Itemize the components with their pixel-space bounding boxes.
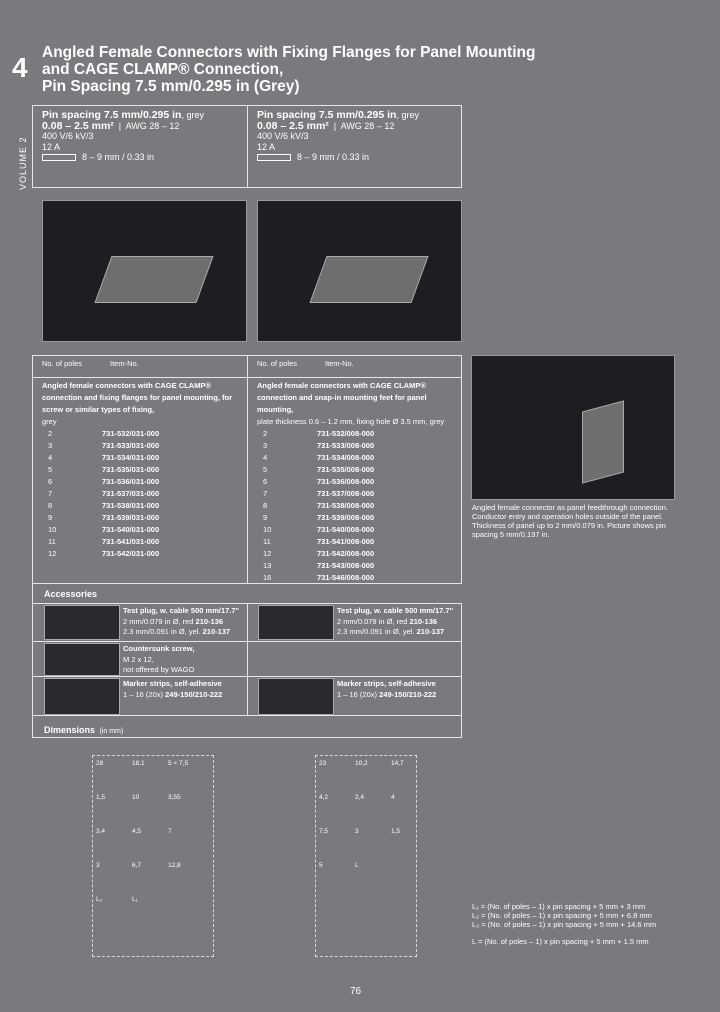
dimension-label: 10: [132, 794, 140, 801]
pole-count: 8: [263, 501, 268, 510]
dimension-label: 18,1: [132, 760, 145, 767]
item-number: 731-537/031-000: [102, 489, 160, 498]
pole-count: 16: [263, 573, 272, 582]
dimension-label: 3: [355, 828, 359, 835]
right-item-list: [257, 428, 457, 584]
pole-count: 9: [48, 513, 53, 522]
left-dimension-labels: [96, 760, 208, 950]
table-row: [42, 524, 242, 536]
table-row: [257, 524, 457, 536]
pole-count: 10: [263, 525, 272, 534]
dimension-label: 3,4: [96, 828, 106, 835]
dimension-label: 3,55: [168, 794, 181, 801]
pole-count: 12: [263, 549, 272, 558]
col-poles-right: No. of poles: [257, 359, 298, 368]
product-photo-flange: [42, 200, 247, 342]
marker-strip-thumbnail: [44, 678, 120, 715]
table-row: [257, 428, 457, 440]
item-number: 731-541/031-000: [102, 537, 160, 546]
dimension-label: 6,7: [132, 862, 142, 869]
item-number: 731-535/031-000: [102, 465, 160, 474]
pole-count: 13: [263, 561, 272, 570]
item-number: 731-539/008-000: [317, 513, 375, 522]
item-number: 731-543/008-000: [317, 561, 375, 570]
dimensions-title: Dimensions (in mm): [44, 725, 124, 735]
formula-l1: L₁ = (No. of poles – 1) x pin spacing + 5 mm + 3 mm: [472, 902, 646, 911]
table-row: [42, 476, 242, 488]
item-number: 731-534/031-000: [102, 453, 160, 462]
product-photo-snap-in: [257, 200, 462, 342]
table-row: [257, 572, 457, 584]
spec-left: Pin spacing 7.5 mm/0.295 in, grey 0.08 – 2.5 mm² | AWG 28 – 12 400 V/6 kV/3 12 A 8 – 9 mm / 0.33 in: [42, 109, 205, 162]
dimension-label: 1,5: [391, 828, 401, 835]
dimension-label: L: [355, 862, 359, 869]
dimension-label: 23: [319, 760, 327, 767]
col-poles-left: No. of poles: [42, 359, 83, 368]
dimension-label: L₂: [96, 896, 103, 903]
formula-l: L = (No. of poles – 1) x pin spacing + 5 mm + 1.5 mm: [472, 937, 649, 946]
strip-icon: [257, 154, 291, 161]
test-plug-thumbnail: [44, 605, 120, 640]
formula-l2: L₂ = (No. of poles – 1) x pin spacing + 5 mm + 6.8 mm: [472, 911, 652, 920]
pole-count: 11: [48, 537, 56, 546]
left-table-color: grey: [42, 417, 57, 426]
chapter-number: 4: [12, 52, 28, 83]
test-plug-thumbnail: [258, 605, 334, 640]
item-number: 731-546/008-000: [317, 573, 375, 582]
table-row: [42, 548, 242, 560]
item-number: 731-541/008-000: [317, 537, 375, 546]
accessories-title: Accessories: [44, 589, 98, 599]
pole-count: 3: [48, 441, 53, 450]
acc-left-2: Marker strips, self-adhesive 1 – 16 (20x) 249-150/210-222: [123, 679, 223, 699]
table-row: [257, 464, 457, 476]
pole-count: 5: [263, 465, 268, 474]
marker-strip-thumbnail: [258, 678, 334, 715]
acc-right-1: Marker strips, self-adhesive 1 – 16 (20x) 249-150/210-222: [337, 679, 437, 699]
dimension-label: 3: [96, 862, 100, 869]
item-number: 731-536/031-000: [102, 477, 160, 486]
table-row: [42, 488, 242, 500]
formula-l3: L₃ = (No. of poles – 1) x pin spacing + 5 mm + 14.6 mm: [472, 920, 657, 929]
table-row: [257, 440, 457, 452]
volume-label: VOLUME 2: [18, 136, 28, 190]
pole-count: 8: [48, 501, 53, 510]
title-line-3: Pin Spacing 7.5 mm/0.295 in (Grey): [42, 78, 300, 95]
table-row: [257, 452, 457, 464]
spec-right: Pin spacing 7.5 mm/0.295 in, grey 0.08 – 2.5 mm² | AWG 28 – 12 400 V/6 kV/3 12 A 8 – 9 mm / 0.33 in: [257, 109, 420, 162]
table-row: [42, 500, 242, 512]
item-number: 731-534/008-000: [317, 453, 375, 462]
table-row: [42, 464, 242, 476]
table-row: [257, 512, 457, 524]
item-number: 731-538/031-000: [102, 501, 160, 510]
table-row: [257, 560, 457, 572]
panel-feedthrough-photo: [471, 355, 675, 500]
pole-count: 7: [48, 489, 53, 498]
page-title: [42, 44, 535, 95]
spec-right-pin-spacing: Pin spacing 7.5 mm/0.295 in: [257, 109, 397, 121]
table-row: [42, 452, 242, 464]
item-number: 731-538/008-000: [317, 501, 375, 510]
pole-count: 9: [263, 513, 268, 522]
item-number: 731-540/008-000: [317, 525, 375, 534]
title-line-1: Angled Female Connectors with Fixing Flanges for Panel Mounting: [42, 44, 536, 61]
pole-count: 11: [263, 537, 271, 546]
pole-count: 5: [48, 465, 53, 474]
page-number: 76: [350, 986, 362, 997]
item-number: 731-535/008-000: [317, 465, 375, 474]
pole-count: 10: [48, 525, 57, 534]
pole-count: 3: [263, 441, 268, 450]
item-number: 731-539/031-000: [102, 513, 160, 522]
item-number: 731-542/008-000: [317, 549, 375, 558]
col-item-left: Item-No.: [110, 359, 139, 368]
item-number: 731-532/008-000: [317, 429, 375, 438]
table-row: [257, 536, 457, 548]
right-table-color: plate thickness 0.6 – 1.2 mm, fixing hole Ø 3.5 mm, grey: [257, 417, 445, 426]
dimension-label: L₁: [132, 896, 138, 903]
table-row: [257, 488, 457, 500]
dimension-label: 14,7: [391, 760, 404, 767]
item-number: 731-533/031-000: [102, 441, 160, 450]
pole-count: 6: [263, 477, 268, 486]
pole-count: 2: [48, 429, 53, 438]
pole-count: 4: [48, 453, 53, 462]
pole-count: 7: [263, 489, 268, 498]
item-number: 731-532/031-000: [102, 429, 160, 438]
dimension-label: 2,4: [355, 794, 365, 801]
table-row: [42, 428, 242, 440]
dimension-label: 7,5: [319, 828, 329, 835]
left-table-description: Angled female connectors with CAGE CLAMP® connection and fixing flanges for panel mounting, for screw or similar types of fixing,: [42, 381, 233, 414]
item-number: 731-533/008-000: [317, 441, 375, 450]
table-row: [257, 548, 457, 560]
acc-left-1: Countersunk screw, M 2 x 12, not offered by WAGO: [123, 644, 195, 674]
left-item-list: [42, 428, 242, 560]
pole-count: 4: [263, 453, 268, 462]
length-formulas: [472, 902, 712, 946]
dimension-label: 1,5: [96, 794, 106, 801]
dimension-label: 5 × 7,5: [168, 760, 189, 767]
item-number: 731-537/008-000: [317, 489, 375, 498]
table-row: [257, 500, 457, 512]
dimension-label: 7: [168, 828, 172, 835]
pole-count: 6: [48, 477, 53, 486]
panel-photo-caption: Angled female connector as panel feedthrough connection. Conductor entry and operation holes outside of the panel. Thickness of panel up to 2 mm/0.079 in. Picture shows pin spacing 5 mm/0.197 in.: [472, 503, 668, 539]
item-number: 731-542/031-000: [102, 549, 160, 558]
right-dimension-labels: [319, 760, 411, 950]
dimension-label: 4,2: [319, 794, 329, 801]
col-item-right: Item-No.: [325, 359, 354, 368]
dimension-label: 4: [391, 794, 395, 801]
dimension-label: 10,2: [355, 760, 368, 767]
item-number: 731-540/031-000: [102, 525, 160, 534]
acc-left-0: Test plug, w. cable 500 mm/17.7" 2 mm/0.079 in Ø, red 210-136 2.3 mm/0.091 in Ø, yel. 210-137: [123, 606, 240, 636]
dimension-label: 5: [319, 862, 323, 869]
dimension-label: 12,8: [168, 862, 181, 869]
screw-thumbnail: [44, 643, 120, 676]
item-number: 731-536/008-000: [317, 477, 375, 486]
dimension-label: 28: [96, 760, 104, 767]
pole-count: 2: [263, 429, 268, 438]
right-table-description: Angled female connectors with CAGE CLAMP® connection and snap-in mounting feet for panel mounting,: [257, 381, 427, 414]
acc-right-0: Test plug, w. cable 500 mm/17.7" 2 mm/0.079 in Ø, red 210-136 2.3 mm/0.091 in Ø, yel. 210-137: [337, 606, 454, 636]
pole-count: 12: [48, 549, 57, 558]
table-row: [42, 512, 242, 524]
spec-left-pin-spacing: Pin spacing 7.5 mm/0.295 in: [42, 109, 182, 121]
table-row: [257, 476, 457, 488]
table-row: [42, 440, 242, 452]
title-line-2: and CAGE CLAMP® Connection,: [42, 61, 284, 78]
dimension-label: 4,5: [132, 828, 142, 835]
table-row: [42, 536, 242, 548]
strip-icon: [42, 154, 76, 161]
